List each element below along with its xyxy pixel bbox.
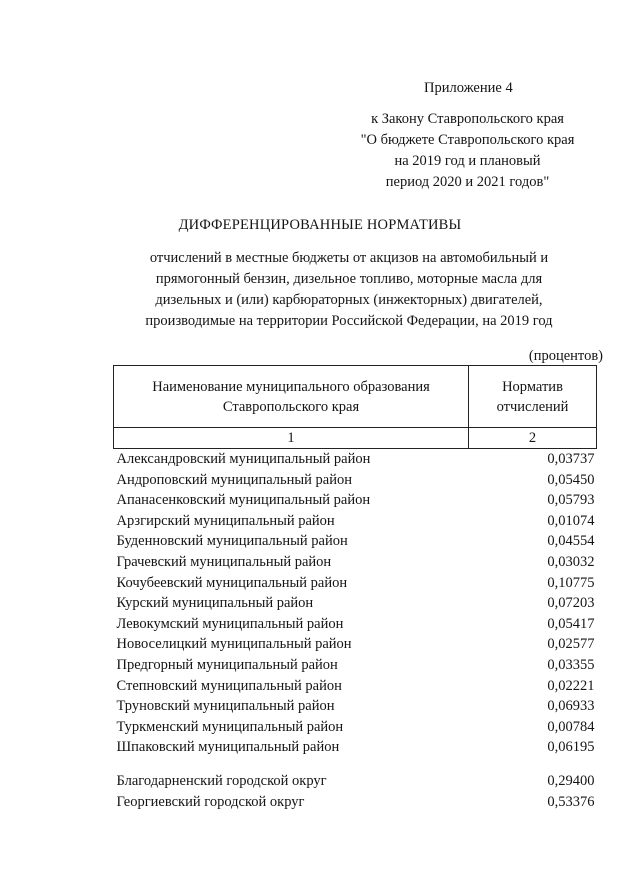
municipality-name: Левокумский муниципальный район	[116, 615, 344, 632]
norm-value: 0,53376	[547, 793, 595, 810]
subheading-line: прямогонный бензин, дизельное топливо, моторные масла для	[155, 271, 543, 287]
norm-value: 0,06933	[547, 698, 595, 715]
table-row	[114, 511, 597, 532]
norm-value: 0,01074	[547, 512, 595, 529]
table-row	[114, 737, 597, 758]
units-label: (процентов)	[528, 348, 603, 364]
table-row	[114, 531, 597, 552]
table-row	[114, 696, 597, 717]
norm-value: 0,07203	[547, 595, 595, 612]
table-header-row	[114, 366, 597, 428]
law-reference	[350, 109, 585, 193]
municipality-name: Грачевский муниципальный район	[116, 553, 332, 570]
norm-value: 0,10775	[547, 574, 595, 591]
municipality-name: Арзгирский муниципальный район	[116, 512, 335, 529]
column-header-line: Наименование муниципального образования	[152, 378, 430, 395]
spacer-cell	[469, 758, 597, 771]
norm-value: 0,05417	[547, 615, 595, 632]
norm-value: 0,03032	[547, 553, 595, 570]
municipality-name: Степновский муниципальный район	[116, 677, 342, 694]
column-number-2: 2	[469, 428, 597, 449]
table-row	[114, 470, 597, 491]
law-reference-line: на 2019 год и плановый	[394, 153, 541, 169]
norm-value: 0,00784	[547, 718, 595, 735]
municipality-name: Апанасенковский муниципальный район	[116, 492, 371, 509]
column-header-municipality	[114, 366, 469, 428]
norm-value: 0,05450	[547, 471, 595, 488]
municipality-name: Туркменский муниципальный район	[116, 718, 344, 735]
appendix-title: Приложение 4	[424, 80, 513, 96]
norm-value: 0,03355	[547, 656, 595, 673]
column-header-line: Ставропольского края	[222, 398, 360, 415]
table-row	[114, 771, 597, 792]
table-row	[114, 449, 597, 470]
municipality-name: Предгорный муниципальный район	[116, 656, 338, 673]
table-row	[114, 552, 597, 573]
norm-value: 0,02221	[547, 677, 595, 694]
table-row	[114, 490, 597, 511]
table-row	[114, 593, 597, 614]
municipality-name: Кочубеевский муниципальный район	[116, 574, 348, 591]
law-reference-line: к Закону Ставропольского края	[371, 111, 564, 127]
municipality-name: Шпаковский муниципальный район	[116, 739, 340, 756]
law-reference-line: "О бюджете Ставропольского края	[360, 132, 575, 148]
subheading-line: дизельных и (или) карбюраторных (инжекторных) двигателей,	[155, 292, 543, 308]
column-number-1: 1	[114, 428, 469, 449]
spacer-cell	[114, 758, 469, 771]
norm-value: 0,03737	[547, 451, 595, 467]
table-row	[114, 717, 597, 738]
municipality-name: Буденновский муниципальный район	[116, 533, 348, 550]
norm-value: 0,05793	[547, 492, 595, 509]
municipality-name: Георгиевский городской округ	[116, 793, 305, 810]
norms-table	[113, 365, 597, 812]
column-header-norm	[469, 366, 597, 428]
column-header-line: Норматив	[502, 378, 563, 395]
table-row	[114, 634, 597, 655]
subheading-line: отчислений в местные бюджеты от акцизов на автомобильный и	[149, 250, 549, 266]
column-header-line: отчислений	[496, 398, 569, 415]
column-numbering-row	[114, 428, 597, 449]
municipality-name: Труновский муниципальный район	[116, 698, 335, 715]
table-row	[114, 792, 597, 813]
table-row	[114, 655, 597, 676]
norm-value: 0,02577	[547, 636, 595, 653]
law-reference-line: период 2020 и 2021 годов"	[385, 174, 550, 190]
document-subheading	[110, 248, 588, 332]
document-heading: ДИФФЕРЕНЦИРОВАННЫЕ НОРМАТИВЫ	[178, 217, 462, 233]
municipality-name: Благодарненский городской округ	[116, 772, 327, 789]
municipality-name: Андроповский муниципальный район	[116, 471, 352, 488]
table-row	[114, 614, 597, 635]
table-row	[114, 676, 597, 697]
norm-value: 0,29400	[547, 772, 595, 789]
municipality-name: Александровский муниципальный район	[116, 451, 371, 467]
norm-value: 0,04554	[547, 533, 595, 550]
table-row	[114, 573, 597, 594]
municipality-name: Курский муниципальный район	[116, 595, 314, 612]
municipality-name: Новоселицкий муниципальный район	[116, 636, 352, 653]
group-spacer	[114, 758, 597, 771]
norm-value: 0,06195	[547, 739, 595, 756]
subheading-line: производимые на территории Российской Федерации, на 2019 год	[145, 313, 553, 329]
